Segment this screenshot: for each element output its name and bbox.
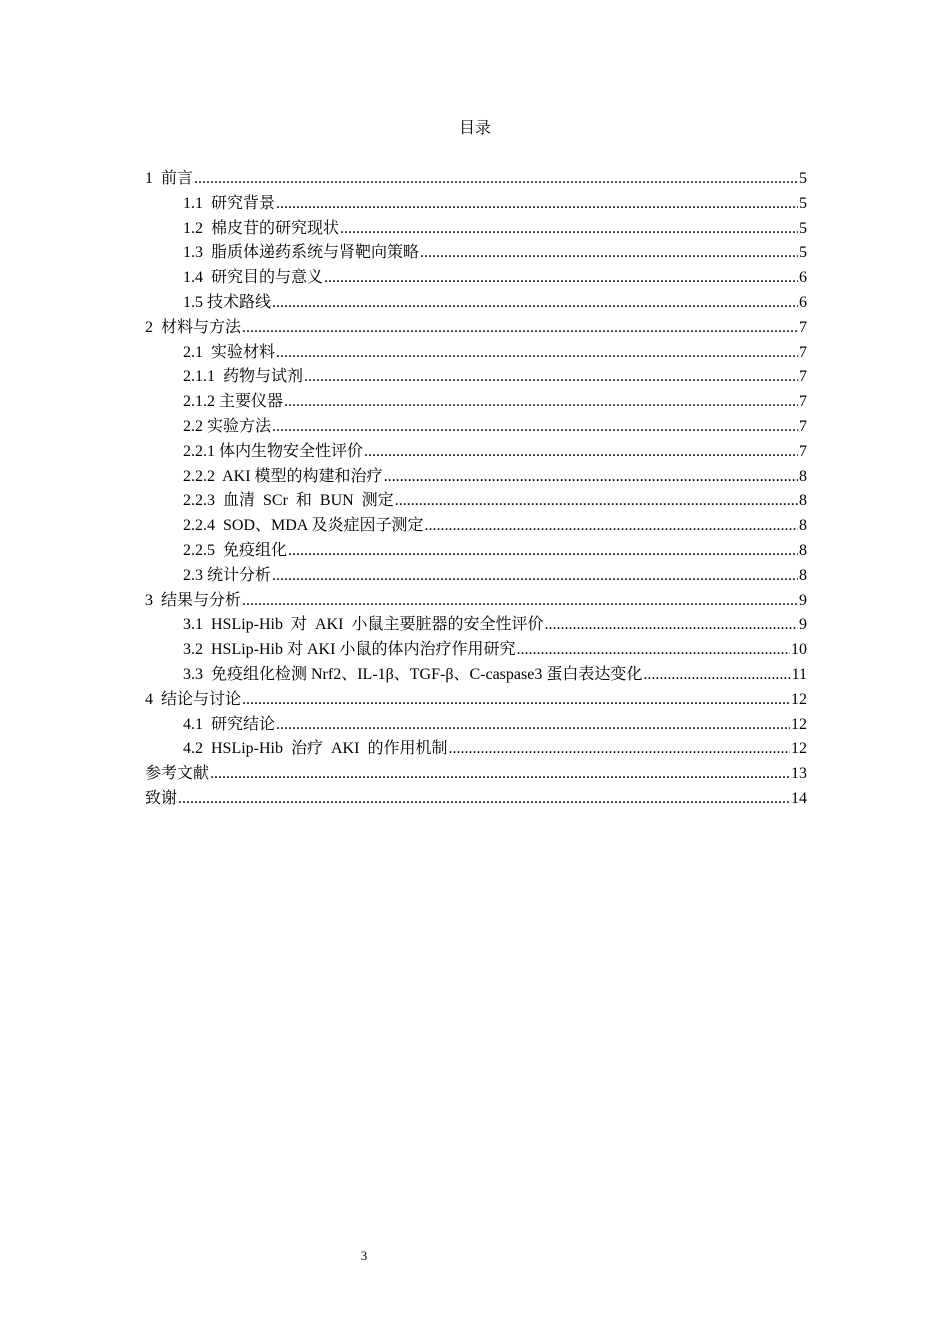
toc-leader-dots [544, 613, 798, 638]
toc-entry-page: 5 [799, 170, 807, 187]
toc-leader-dots [210, 762, 790, 787]
toc-entry-label: 2.2.1 体内生物安全性评价 [183, 442, 364, 460]
toc-entry[interactable] [145, 514, 807, 539]
toc-leader-dots [272, 291, 798, 316]
toc-entry[interactable] [145, 266, 807, 291]
toc-leader-dots [242, 316, 798, 341]
toc-entry-label: 3.3 免疫组化检测 Nrf2、IL-1β、TGF-β、C-caspase3 蛋白表达变化 [183, 665, 643, 683]
toc-leader-dots [276, 713, 790, 738]
toc-leader-dots [324, 266, 798, 291]
toc-leader-dots [242, 688, 790, 713]
toc-entry-page: 9 [799, 591, 807, 609]
toc-entry-label: 1.2 棉皮苷的研究现状 [183, 219, 340, 237]
toc-entry-page: 5 [799, 219, 807, 237]
toc-leader-dots [276, 192, 798, 217]
toc-leader-dots [178, 787, 790, 812]
toc-leader-dots [304, 365, 798, 390]
toc-leader-dots [194, 167, 798, 192]
toc-entry-label: 4.2 HSLip-Hib 治疗 AKI 的作用机制 [183, 740, 448, 758]
toc-leader-dots [276, 341, 798, 366]
toc-entry-label: 1 前言 [145, 170, 194, 187]
toc-entry-page: 7 [799, 343, 807, 361]
toc-leader-dots [384, 465, 798, 490]
toc-entry[interactable] [145, 291, 807, 316]
toc-entry[interactable] [145, 489, 807, 514]
toc-entry-page: 7 [799, 393, 807, 411]
toc-leader-dots [284, 390, 798, 415]
toc-entry-label: 3 结果与分析 [145, 591, 242, 609]
toc-entry[interactable] [145, 192, 807, 217]
toc-leader-dots [364, 440, 798, 465]
toc-entry-page: 12 [791, 715, 807, 733]
toc-entry[interactable] [145, 465, 807, 490]
toc-entry[interactable] [145, 762, 807, 787]
toc-entry-page: 12 [791, 740, 807, 758]
toc-entry-label: 1.1 研究背景 [183, 194, 276, 212]
toc-entry-page: 14 [791, 789, 807, 807]
toc-entry-label: 3.2 HSLip-Hib 对 AKI 小鼠的体内治疗作用研究 [183, 641, 516, 659]
toc-entry-page: 7 [799, 417, 807, 435]
toc-leader-dots [516, 638, 790, 663]
toc-entry[interactable] [145, 167, 807, 192]
toc-entry-page: 8 [799, 566, 807, 584]
toc-entry-page: 7 [799, 368, 807, 386]
table-of-contents [145, 167, 807, 812]
toc-entry[interactable] [145, 341, 807, 366]
toc-entry[interactable] [145, 787, 807, 812]
toc-leader-dots [448, 737, 790, 762]
toc-entry[interactable] [145, 564, 807, 589]
toc-entry-label: 2.2.3 血清 SCr 和 BUN 测定 [183, 492, 394, 510]
toc-entry-label: 3.1 HSLip-Hib 对 AKI 小鼠主要脏器的安全性评价 [183, 616, 544, 634]
toc-heading: 目录 [458, 120, 491, 137]
toc-entry-page: 6 [799, 269, 807, 287]
toc-entry-label: 参考文献 [145, 765, 210, 783]
toc-leader-dots [424, 514, 798, 539]
toc-entry[interactable] [145, 663, 807, 688]
toc-entry-page: 9 [799, 616, 807, 634]
page-number: 3 [360, 1248, 368, 1263]
toc-entry-page: 5 [799, 244, 807, 262]
toc-entry-label: 1.5 技术路线 [183, 293, 272, 311]
toc-entry-label: 4 结论与讨论 [145, 690, 242, 708]
toc-entry-label: 2.2.5 免疫组化 [183, 541, 288, 559]
toc-entry[interactable] [145, 440, 807, 465]
toc-entry[interactable] [145, 713, 807, 738]
toc-entry[interactable] [145, 688, 807, 713]
toc-entry-label: 1.3 脂质体递药系统与肾靶向策略 [183, 244, 420, 262]
toc-entry-label: 1.4 研究目的与意义 [183, 269, 324, 287]
toc-leader-dots [340, 217, 798, 242]
toc-entry-page: 5 [799, 194, 807, 212]
toc-entry-label: 2.2.2 AKI 模型的构建和治疗 [183, 467, 383, 485]
toc-entry[interactable] [145, 539, 807, 564]
toc-entry-page: 8 [799, 517, 807, 535]
toc-entry-page: 7 [799, 318, 807, 336]
toc-entry[interactable] [145, 415, 807, 440]
toc-entry[interactable] [145, 316, 807, 341]
toc-entry-page: 11 [791, 665, 807, 683]
toc-entry-label: 2.2 实验方法 [183, 417, 272, 435]
toc-leader-dots [643, 663, 790, 688]
toc-entry[interactable] [145, 241, 807, 266]
toc-entry-label: 2.1.2 主要仪器 [183, 393, 284, 411]
toc-entry-label: 致谢 [145, 789, 178, 807]
toc-entry-page: 13 [791, 765, 807, 783]
toc-entry-label: 4.1 研究结论 [183, 715, 276, 733]
toc-entry-label: 2.3 统计分析 [183, 566, 272, 584]
toc-entry-label: 2.1.1 药物与试剂 [183, 368, 304, 386]
toc-entry-page: 7 [799, 442, 807, 460]
toc-entry-page: 10 [791, 641, 807, 659]
toc-entry-page: 8 [799, 492, 807, 510]
toc-entry-label: 2.1 实验材料 [183, 343, 276, 361]
toc-leader-dots [272, 564, 798, 589]
toc-entry-label: 2 材料与方法 [145, 318, 242, 336]
toc-entry[interactable] [145, 390, 807, 415]
toc-entry-page: 8 [799, 467, 807, 485]
toc-entry-page: 8 [799, 541, 807, 559]
toc-entry[interactable] [145, 365, 807, 390]
toc-leader-dots [272, 415, 798, 440]
toc-entry-page: 12 [791, 690, 807, 708]
toc-entry[interactable] [145, 217, 807, 242]
toc-leader-dots [242, 589, 798, 614]
toc-entry-page: 6 [799, 293, 807, 311]
toc-leader-dots [288, 539, 798, 564]
toc-leader-dots [420, 241, 798, 266]
toc-entry[interactable] [145, 737, 807, 762]
toc-leader-dots [395, 489, 798, 514]
toc-entry-label: 2.2.4 SOD、MDA 及炎症因子测定 [183, 517, 424, 535]
toc-entry[interactable] [145, 638, 807, 663]
toc-entry[interactable] [145, 613, 807, 638]
toc-entry[interactable] [145, 589, 807, 614]
